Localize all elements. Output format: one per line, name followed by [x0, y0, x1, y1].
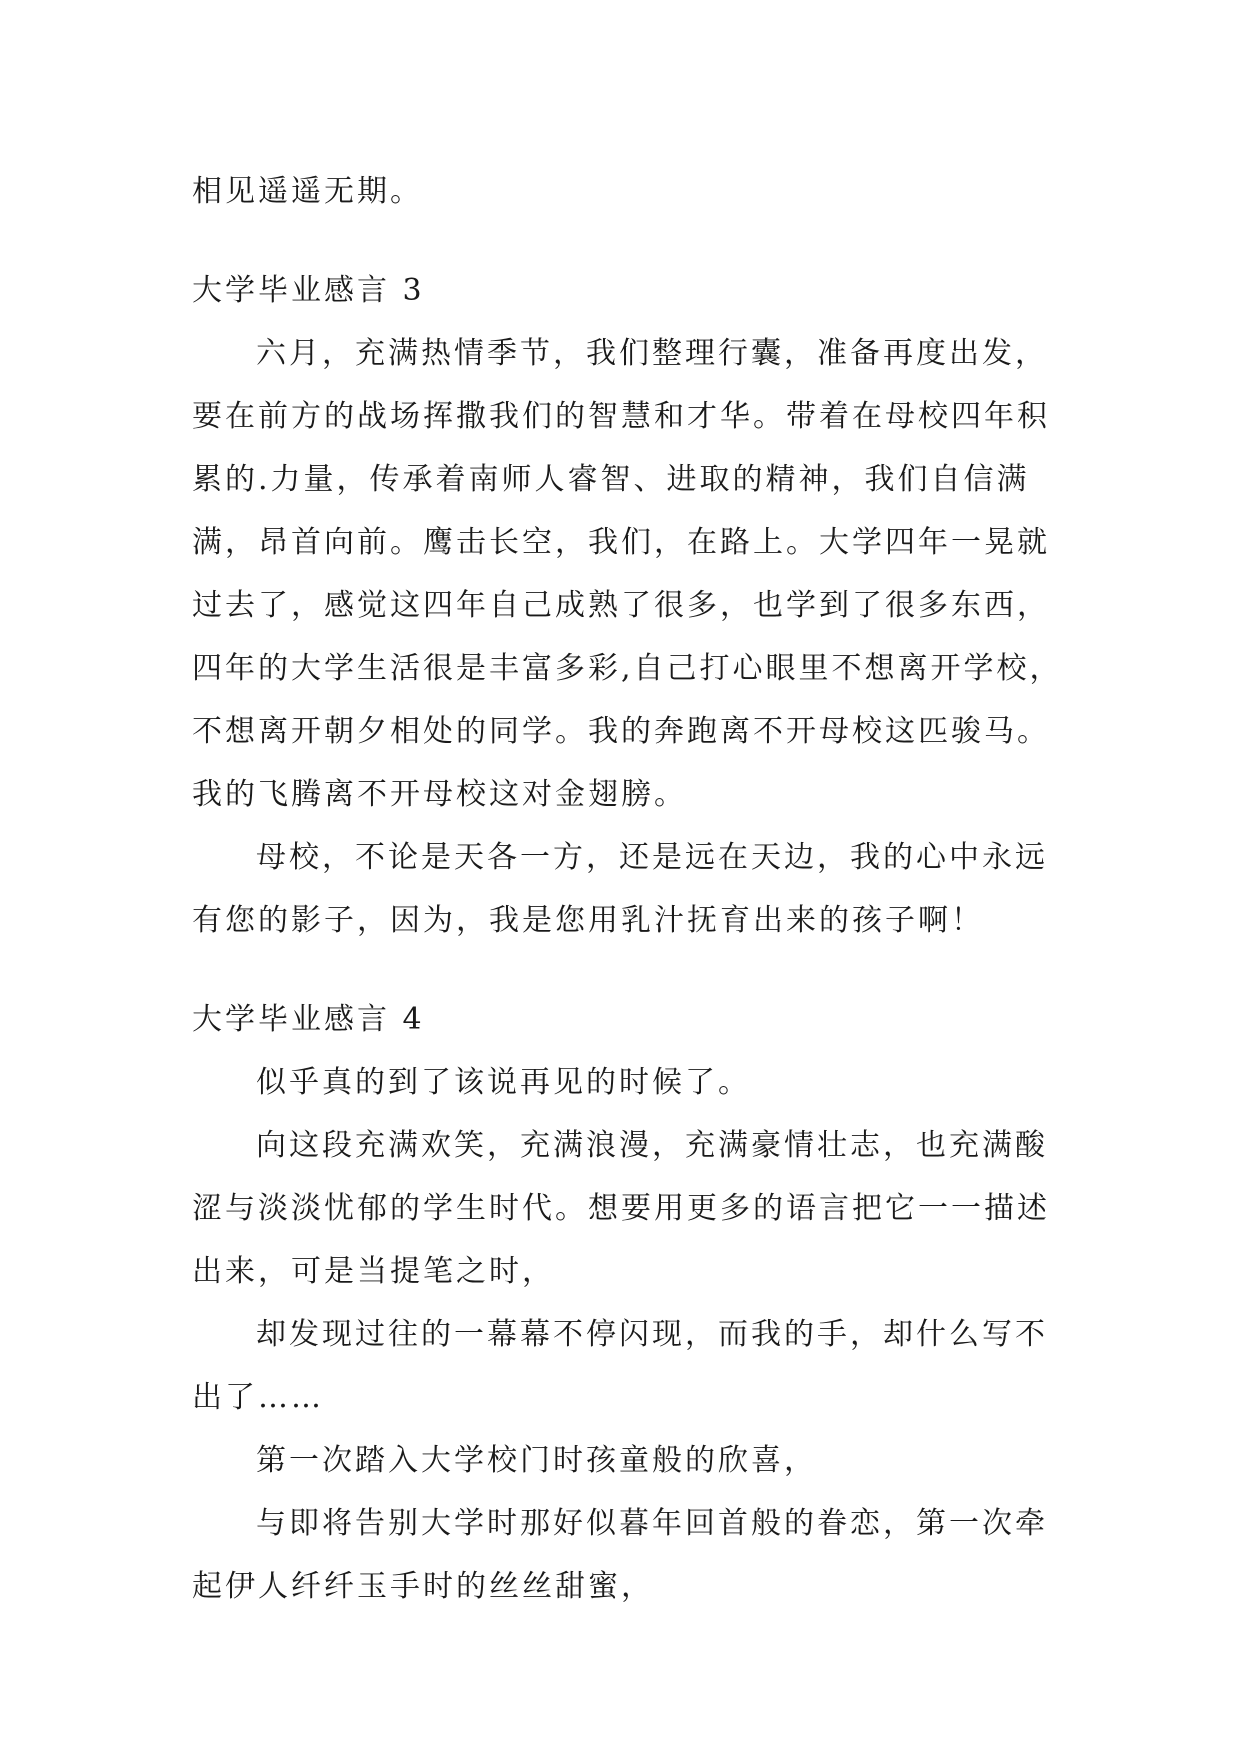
section-gap — [192, 223, 1072, 259]
paragraph-line: 母校，不论是天各一方，还是远在天边，我的心中永远 — [256, 840, 1048, 875]
intro-line: 相见遥遥无期。 — [192, 174, 423, 209]
section4-paragraph-1 — [192, 1051, 1072, 1114]
paragraph-line: 要在前方的战场挥撒我们的智慧和才华。带着在母校四年积 — [192, 399, 1050, 434]
paragraph-line: 不想离开朝夕相处的同学。我的奔跑离不开母校这匹骏马。 — [192, 714, 1050, 749]
paragraph-line: 四年的大学生活很是丰富多彩,自己打心眼里不想离开学校， — [192, 651, 1063, 686]
paragraph-line: 六月，充满热情季节，我们整理行囊，准备再度出发， — [256, 336, 1048, 371]
paragraph-line: 涩与淡淡忧郁的学生时代。想要用更多的语言把它一一描述 — [192, 1191, 1050, 1226]
section4-paragraph-3 — [192, 1303, 1072, 1429]
paragraph-line: 与即将告别大学时那好似暮年回首般的眷恋，第一次牵 — [256, 1506, 1048, 1541]
paragraph-line: 有您的影子，因为，我是您用乳汁抚育出来的孩子啊！ — [192, 903, 984, 938]
paragraph-line: 我的飞腾离不开母校这对金翅膀。 — [192, 777, 687, 812]
section-heading-3: 大学毕业感言 3 — [192, 273, 425, 308]
document-body — [192, 160, 1072, 1618]
paragraph-line: 出来，可是当提笔之时， — [192, 1254, 555, 1289]
section3-paragraph-1 — [192, 322, 1072, 826]
paragraph-line: 累的.力量，传承着南师人睿智、进取的精神，我们自信满 — [192, 462, 1030, 497]
paragraph-line: 第一次踏入大学校门时孩童般的欣喜， — [256, 1443, 817, 1478]
section4-paragraph-4 — [192, 1429, 1072, 1492]
section-heading-4: 大学毕业感言 4 — [192, 1002, 425, 1037]
paragraph-line: 起伊人纤纤玉手时的丝丝甜蜜， — [192, 1569, 654, 1604]
paragraph-line: 似乎真的到了该说再见的时候了。 — [256, 1065, 751, 1100]
paragraph-line: 出了…… — [192, 1380, 324, 1415]
paragraph-line: 却发现过往的一幕幕不停闪现，而我的手，却什么写不 — [256, 1317, 1048, 1352]
paragraph-line: 过去了，感觉这四年自己成熟了很多，也学到了很多东西， — [192, 588, 1050, 623]
section-gap — [192, 952, 1072, 988]
section4-paragraph-2 — [192, 1114, 1072, 1303]
paragraph-line: 满，昂首向前。鹰击长空，我们，在路上。大学四年一晃就 — [192, 525, 1050, 560]
section3-paragraph-2 — [192, 826, 1072, 952]
paragraph-line: 向这段充满欢笑，充满浪漫，充满豪情壮志，也充满酸 — [256, 1128, 1048, 1163]
section4-paragraph-5 — [192, 1492, 1072, 1618]
